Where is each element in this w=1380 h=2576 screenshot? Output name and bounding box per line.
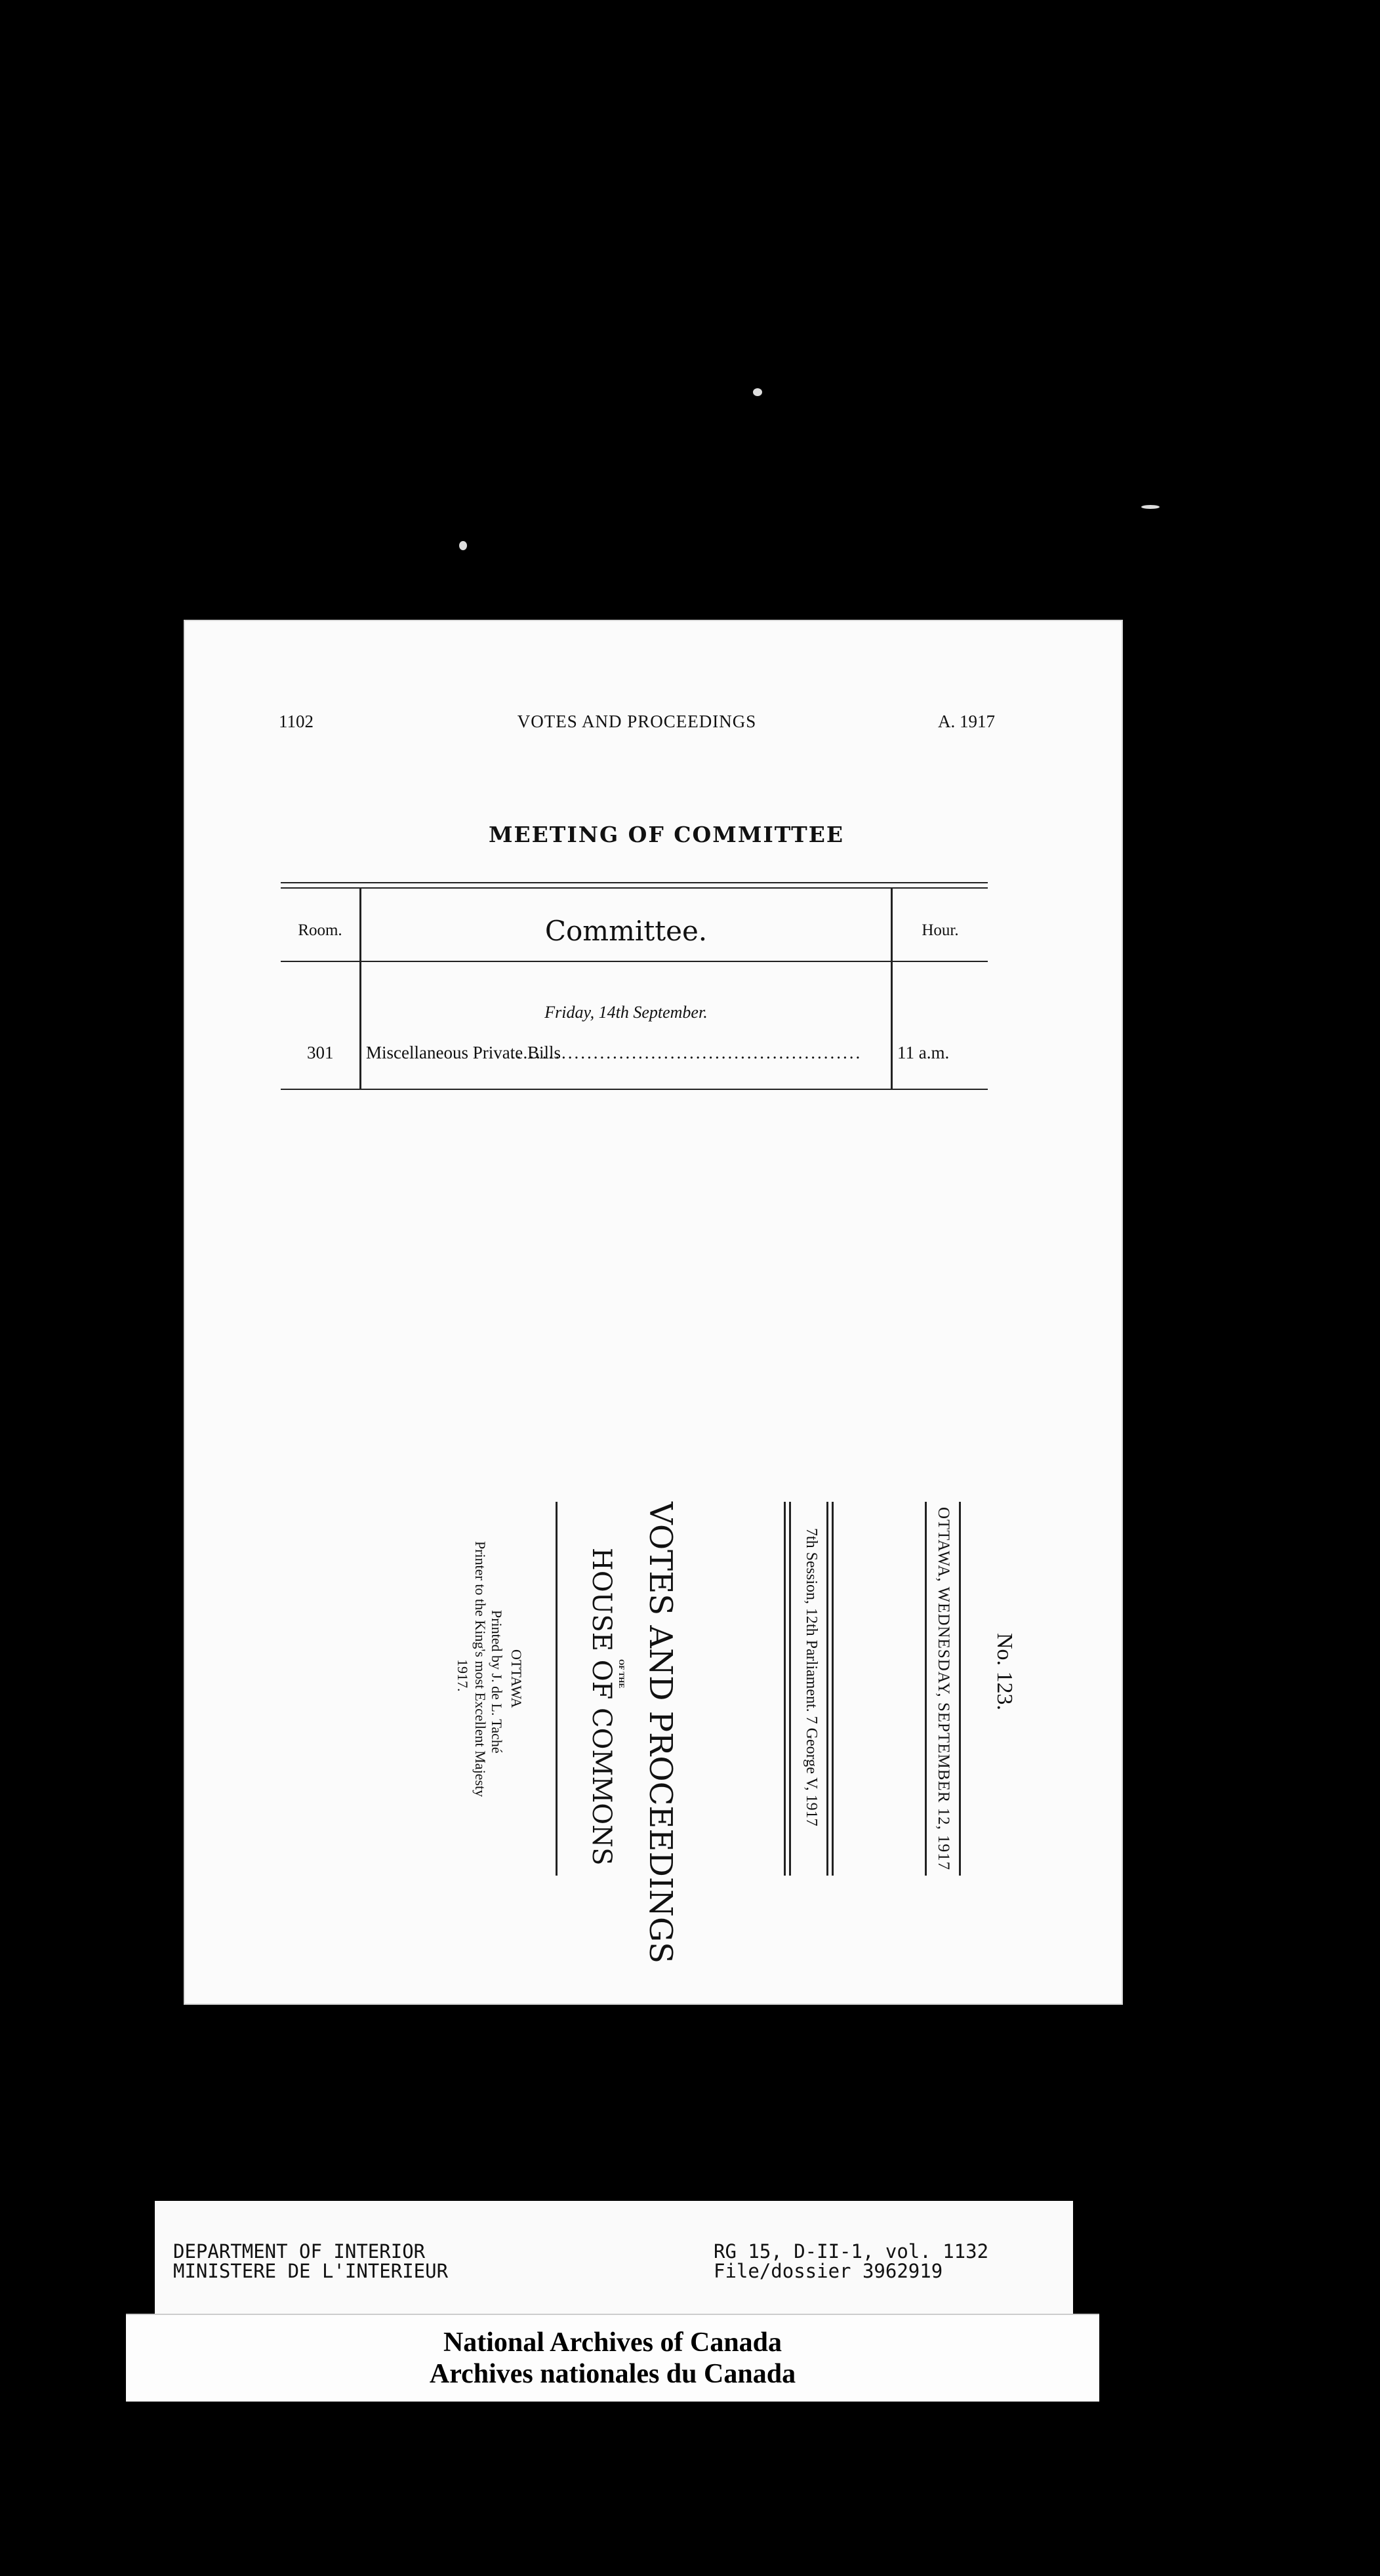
session-rule-1 [784,1502,786,1876]
record-group-reference: RG 15, D-II-1, vol. 1132 [714,2240,989,2263]
cover-title-of-the: OF THE [617,1659,626,1689]
back-cover-panel [262,1502,1036,1964]
cover-dateline: OTTAWA, WEDNESDAY, SEPTEMBER 12, 1917 [935,1507,952,1871]
printer-line1: Printed by J. de L. Taché [489,1610,505,1754]
cover-number: No. 123. [992,1633,1017,1711]
cover-title-line1: VOTES AND PROCEEDINGS [642,1502,679,1964]
cover-session: 7th Session, 12th Parliament. 7 George V, 1917 [803,1528,820,1826]
printer-line2: Printer to the King's most Excellent Majesty [472,1541,489,1798]
table-top-rule [281,882,988,883]
printer-year: 1917. [455,1659,471,1692]
header-year: A. 1917 [938,712,995,731]
printer-rule [556,1502,558,1876]
dateline-rule-left [925,1502,927,1876]
column-header-hour: Hour. [922,921,959,939]
reference-block [714,2242,988,2281]
printer-city: OTTAWA [508,1649,525,1708]
meeting-day: Friday, 14th September. [544,1003,708,1022]
meeting-title: MEETING OF COMMITTEE [488,822,845,847]
page-header [279,712,995,738]
film-speck [459,541,467,550]
session-rule-4 [832,1502,834,1876]
cover-title-line2: HOUSE OF COMMONS [586,1548,617,1866]
running-title: VOTES AND PROCEEDINGS [517,712,757,731]
dateline-rule-right [959,1502,961,1876]
page-number: 1102 [279,712,314,731]
department-en: DEPARTMENT OF INTERIOR [173,2240,426,2263]
session-rule-2 [789,1502,791,1876]
archive-banner [126,2314,1099,2402]
archive-name-en: National Archives of Canada [443,2327,782,2358]
film-speck [1141,505,1160,509]
department-fr: MINISTERE DE L'INTERIEUR [173,2260,449,2282]
committee-table [281,882,988,1091]
table-column-divider-right [891,889,893,1089]
row-dot-leader: ....................................................... [510,1043,862,1062]
department-block [173,2242,448,2281]
column-header-room: Room. [298,921,342,939]
film-speck [753,388,762,396]
row-room: 301 [307,1043,334,1062]
row-hour: 11 a.m. [897,1043,950,1062]
table-top-rule-inner [281,887,988,889]
table-header-rule [281,961,988,962]
row-committee: Miscellaneous Private Bills [366,1043,561,1062]
archive-name-fr: Archives nationales du Canada [429,2359,796,2389]
archive-reference-label [155,2201,1073,2314]
session-rule-3 [826,1502,828,1876]
column-header-committee: Committee. [544,915,708,947]
document-page [184,620,1123,2005]
table-bottom-rule [281,1089,988,1090]
file-number: File/dossier 3962919 [714,2260,943,2282]
